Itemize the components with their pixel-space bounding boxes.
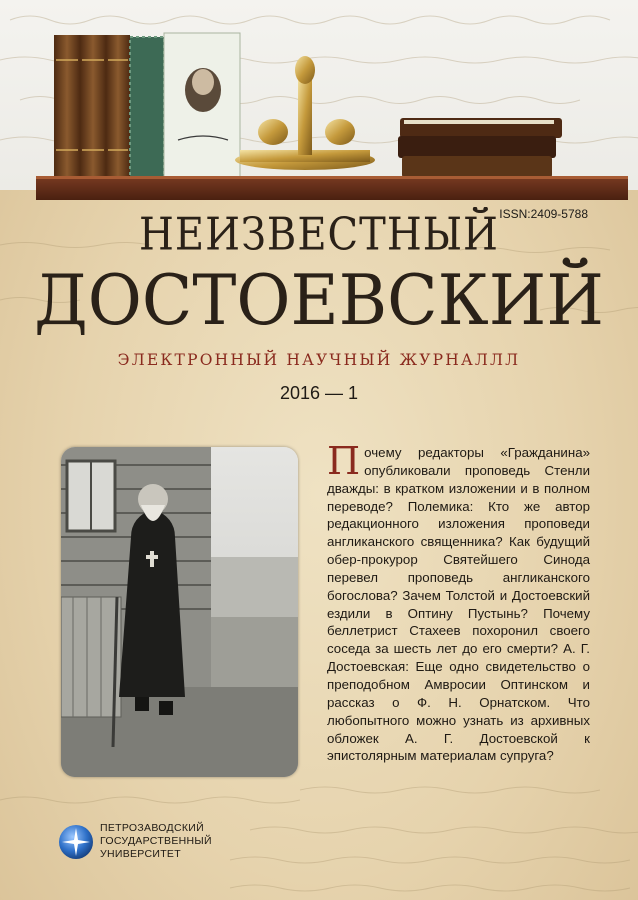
journal-title-line1: НЕИЗВЕСТНЫЙ <box>139 209 499 261</box>
university-logo-icon <box>58 824 94 860</box>
journal-title-line2: ДОСТОЕВСКИЙ <box>34 260 604 341</box>
abstract-body: очему редакторы «Гражданина» опубликовали проповедь Стенли дважды: в кратком изложении и в полном переводе? Полемика: Кто же автор редакционного изложения проповеди англиканского священника? Как будущий обер-прокурор Святейшего Синода перевел проповедь англиканского богослова? Зачем Толстой и Достоевский ездили в Оптину Пустынь? Почему беллетрист Стахеев похоронил своего соседа за шесть лет до его смерти? А. Г. Достоевская: Еще одно свидетельство о преподобном Амвросии Оптинском и рассказ о Ф. Н. Орнатском. Что любопытного можно узнать из архивных обложек А. Г. Достоевской к эпистолярным материалам супруга? <box>327 445 590 764</box>
issue-number: 2016 — 1 <box>279 383 359 403</box>
university-name-line2: ГОСУДАРСТВЕННЫЙ <box>100 835 212 847</box>
journal-subtitle: ЭЛЕКТРОННЫЙ НАУЧНЫЙ ЖУРНАЛЛЛ <box>117 351 521 369</box>
university-name-line1: ПЕТРОЗАВОДСКИЙ <box>100 822 204 834</box>
abstract-dropcap: П <box>327 439 361 483</box>
bookshelf-illustration <box>0 0 638 200</box>
university-block <box>58 822 212 861</box>
cover-photograph <box>61 447 298 777</box>
issn-label: ISSN:2409-5788 <box>499 207 588 221</box>
abstract-text <box>327 439 590 765</box>
university-name-line3: УНИВЕРСИТЕТ <box>100 848 181 860</box>
